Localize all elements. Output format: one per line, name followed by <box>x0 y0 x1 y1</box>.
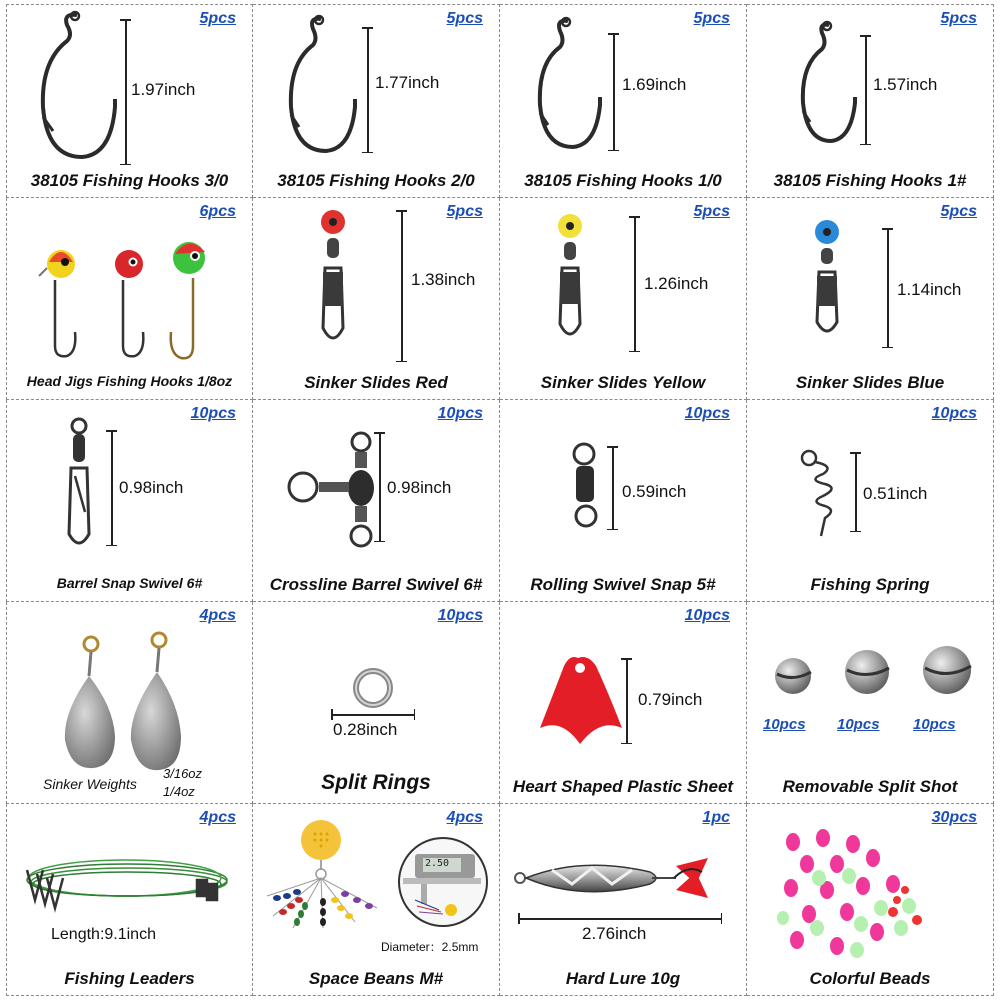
qty-label: 10pcs <box>684 607 730 624</box>
size-label: 1.14inch <box>897 280 962 299</box>
spring-icon <box>795 448 845 558</box>
cell-crossline-swivel <box>253 400 500 602</box>
cell-hard-lure <box>500 804 747 996</box>
sinker-slide-yellow-icon <box>540 212 600 382</box>
cell-barrel-snap-swivel <box>6 400 253 602</box>
size-label: 1.97inch <box>131 80 196 99</box>
qty-label: 4pcs <box>199 809 236 826</box>
qty-label-large: 10pcs <box>913 716 956 733</box>
offset-hook-icon <box>779 17 879 192</box>
cell-head-jigs <box>6 198 253 400</box>
item-name: Hard Lure 10g <box>565 969 681 988</box>
qty-label: 4pcs <box>199 607 236 624</box>
item-name: Rolling Swivel Snap 5# <box>530 575 716 594</box>
item-name: Sinker Slides Red <box>304 373 448 392</box>
item-name: Fishing Leaders <box>64 969 195 988</box>
qty-label-small: 10pcs <box>763 716 806 733</box>
item-name: Head Jigs Fishing Hooks 1/8oz <box>26 373 233 389</box>
item-name: Removable Split Shot <box>782 777 958 796</box>
item-name: 38105 Fishing Hooks 1/0 <box>524 171 722 190</box>
cell-fishing-leaders <box>6 804 253 996</box>
cell-sinker-slide-blue <box>747 198 994 400</box>
qty-label: 5pcs <box>446 10 483 27</box>
split-shot-icon <box>757 642 977 712</box>
cell-sinker-slide-yellow <box>500 198 747 400</box>
offset-hook-icon <box>271 11 371 186</box>
size-label: 0.79inch <box>638 690 703 709</box>
product-grid <box>6 4 994 996</box>
spoon-lure-icon <box>512 854 722 914</box>
cell-sinker-slide-red <box>253 198 500 400</box>
split-ring-icon <box>345 666 405 716</box>
weight-option-a: 3/16oz <box>163 766 203 781</box>
qty-label: 10pcs <box>190 405 236 422</box>
cell-rolling-swivel <box>500 400 747 602</box>
size-label: 1.77inch <box>375 73 440 92</box>
three-way-swivel-icon <box>281 430 391 580</box>
cell-space-beans <box>253 804 500 996</box>
sinker-slide-blue-icon <box>797 218 857 388</box>
cell-split-shot <box>747 602 994 804</box>
item-name: Split Rings <box>321 771 431 794</box>
cell-sinker-weights <box>6 602 253 804</box>
cell-colorful-beads <box>747 804 994 996</box>
qty-label: 5pcs <box>446 203 483 220</box>
item-name: 38105 Fishing Hooks 3/0 <box>30 171 229 190</box>
item-name: Crossline Barrel Swivel 6# <box>269 575 483 594</box>
caliper-magnifier-icon <box>393 834 493 934</box>
item-name: 38105 Fishing Hooks 2/0 <box>277 171 475 190</box>
cell-hook-3-0 <box>6 4 253 198</box>
item-name: Sinker Weights <box>43 776 137 792</box>
offset-hook-icon <box>27 7 127 182</box>
bobber-stopper-icon <box>263 818 403 938</box>
item-name: Space Beans M# <box>308 969 444 988</box>
qty-label: 6pcs <box>199 203 236 220</box>
caliper-reading: 2.50 <box>425 858 450 869</box>
qty-label: 10pcs <box>684 405 730 422</box>
rolling-swivel-icon <box>566 442 616 562</box>
qty-label: 10pcs <box>437 607 483 624</box>
size-label: Diameter：2.5mm <box>381 940 479 954</box>
qty-label: 5pcs <box>693 203 730 220</box>
size-label: 0.28inch <box>333 720 398 739</box>
size-label: 0.98inch <box>387 478 452 497</box>
size-label: 0.98inch <box>119 478 184 497</box>
qty-label: 10pcs <box>437 405 483 422</box>
sinker-slide-red-icon <box>303 208 363 378</box>
item-name: Barrel Snap Swivel 6# <box>56 575 203 591</box>
cell-split-rings <box>253 602 500 804</box>
item-name: Fishing Spring <box>810 575 930 594</box>
item-name: 38105 Fishing Hooks 1# <box>773 171 967 190</box>
cell-hook-1 <box>747 4 994 198</box>
qty-label: 1pc <box>702 809 730 826</box>
qty-label: 4pcs <box>446 809 483 826</box>
heart-sheet-icon <box>538 652 628 752</box>
qty-label: 10pcs <box>931 405 977 422</box>
qty-label: 5pcs <box>940 203 977 220</box>
offset-hook-icon <box>518 13 618 188</box>
item-name: Colorful Beads <box>809 969 931 988</box>
size-label: 2.76inch <box>582 924 647 943</box>
qty-label: 30pcs <box>931 809 977 826</box>
qty-label-medium: 10pcs <box>837 716 880 733</box>
leader-wire-icon <box>17 840 227 920</box>
size-label: 0.51inch <box>863 484 928 503</box>
qty-label: 5pcs <box>940 10 977 27</box>
item-name: Sinker Slides Yellow <box>540 373 706 392</box>
beads-icon <box>777 828 947 968</box>
qty-label: 5pcs <box>693 10 730 27</box>
size-label: 1.26inch <box>644 274 709 293</box>
cell-fishing-spring <box>747 400 994 602</box>
item-name: Sinker Slides Blue <box>795 373 945 392</box>
size-label: 0.59inch <box>622 482 687 501</box>
size-label: 1.69inch <box>622 75 687 94</box>
size-label: 1.38inch <box>411 270 476 289</box>
size-label: 1.57inch <box>873 75 938 94</box>
size-label: Length:9.1inch <box>51 926 156 943</box>
cell-hook-1-0 <box>500 4 747 198</box>
item-name: Heart Shaped Plastic Sheet <box>512 777 734 796</box>
cell-heart-sheet <box>500 602 747 804</box>
cell-hook-2-0 <box>253 4 500 198</box>
weight-option-b: 1/4oz <box>163 784 195 799</box>
qty-label: 5pcs <box>199 10 236 27</box>
teardrop-sinker-icon <box>35 632 195 772</box>
jig-head-hook-icon <box>19 228 239 388</box>
snap-swivel-icon <box>55 416 115 566</box>
